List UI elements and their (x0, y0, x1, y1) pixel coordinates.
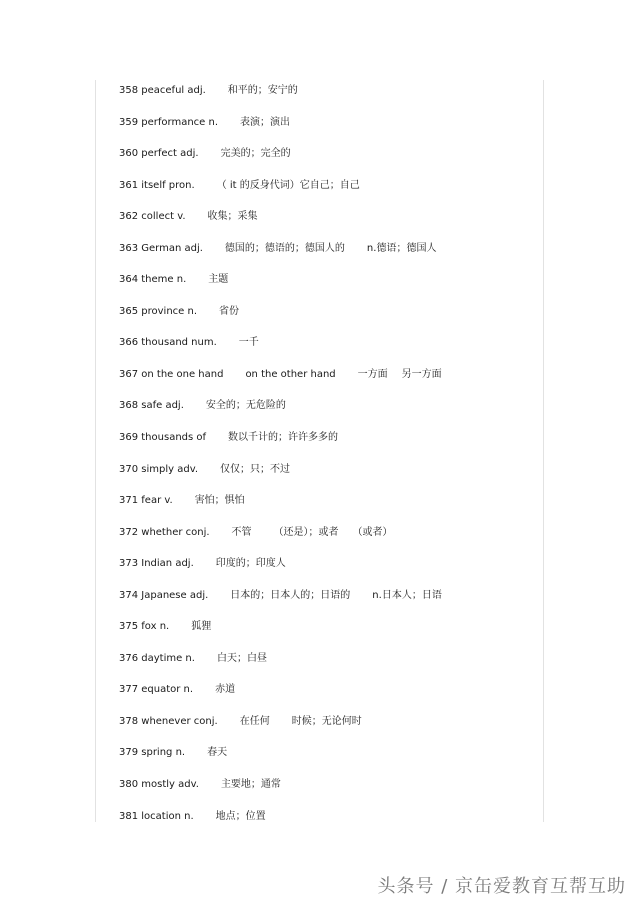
vocab-entry (119, 715, 539, 747)
vocab-definition: 印度的；印度人 (215, 558, 286, 570)
right-margin-rule (543, 80, 544, 822)
vocab-definition: （还是）；或者 (273, 526, 339, 538)
vocab-definition: 和平的；安宁的 (227, 85, 298, 96)
vocab-entry (119, 746, 539, 778)
vocab-term: 373 Indian adj. (119, 558, 194, 570)
vocab-definition: 不管 (231, 526, 252, 538)
vocab-definition: 日本的；日本人的；日语的 (230, 589, 351, 601)
vocab-entry (119, 368, 539, 400)
vocab-entry (119, 463, 539, 495)
vocab-entry (119, 179, 539, 211)
vocabulary-list (119, 84, 539, 841)
vocab-term: 362 collect v. (119, 211, 186, 223)
vocab-definition: 另一方面 (401, 368, 442, 380)
vocab-entry (119, 810, 539, 842)
vocab-definition: 时候；无论何时 (291, 715, 362, 727)
vocab-definition: 白天；白昼 (216, 652, 267, 664)
vocab-term: 374 Japanese adj. (119, 589, 209, 601)
vocab-definition: n.德语；德国人 (366, 242, 437, 254)
vocab-entry (119, 242, 539, 274)
vocab-term: 372 whether conj. (119, 526, 210, 538)
vocab-entry (119, 589, 539, 621)
left-margin-rule (95, 80, 96, 822)
vocab-term: 379 spring n. (119, 747, 186, 759)
vocab-definition: 在任何 (239, 715, 270, 727)
vocab-entry (119, 683, 539, 715)
vocab-definition: on the other hand (245, 368, 336, 380)
vocab-term: 370 simply adv. (119, 463, 199, 475)
vocab-definition: 收集；采集 (207, 211, 258, 223)
vocab-entry (119, 494, 539, 526)
vocab-term: 367 on the one hand (119, 368, 224, 380)
vocab-definition: 狐狸 (191, 621, 212, 633)
vocab-definition: 安全的；无危险的 (205, 400, 286, 412)
vocab-entry (119, 620, 539, 652)
vocab-entry (119, 652, 539, 684)
vocab-definition: 仅仅；只；不过 (220, 463, 291, 475)
vocab-term: 360 perfect adj. (119, 148, 199, 160)
vocab-term: 371 fear v. (119, 495, 173, 507)
vocab-term: 378 whenever conj. (119, 715, 218, 727)
vocab-entry (119, 557, 539, 589)
watermark-text: 头条号 / 京缶爱教育互帮互助 (377, 876, 626, 897)
vocab-definition: 省份 (219, 305, 240, 317)
vocab-entry (119, 526, 539, 558)
vocab-term: 364 theme n. (119, 274, 187, 286)
vocab-term: 369 thousands of (119, 432, 207, 444)
vocab-term: 365 province n. (119, 305, 198, 317)
vocab-definition: 数以千计的；许许多多的 (228, 432, 339, 444)
vocab-definition: 春天 (207, 747, 228, 759)
vocab-definition: n.日本人；日语 (372, 589, 442, 601)
vocab-definition: 赤道 (215, 684, 236, 696)
vocab-term: 376 daytime n. (119, 652, 195, 664)
vocab-term: 358 peaceful adj. (119, 85, 206, 96)
vocab-entry (119, 147, 539, 179)
vocab-definition: 害怕；惧怕 (194, 495, 245, 507)
vocab-definition: 主题 (208, 274, 229, 286)
vocab-term: 380 mostly adv. (119, 779, 199, 791)
vocab-term: 366 thousand num. (119, 337, 217, 349)
vocab-definition: （ it 的反身代词）它自己；自己 (216, 179, 360, 191)
vocab-entry (119, 116, 539, 148)
vocab-entry (119, 305, 539, 337)
vocab-term: 381 location n. (119, 810, 194, 822)
vocab-definition: 一千 (238, 337, 259, 349)
vocab-definition: 德国的；德语的；德国人的 (224, 242, 345, 254)
vocab-term: 368 safe adj. (119, 400, 184, 412)
vocab-term: 361 itself pron. (119, 179, 195, 191)
vocab-term: 375 fox n. (119, 621, 170, 633)
vocab-entry (119, 210, 539, 242)
vocab-term: 377 equator n. (119, 684, 194, 696)
vocab-entry (119, 336, 539, 368)
vocab-definition: 表演；演出 (240, 116, 291, 128)
vocab-entry (119, 399, 539, 431)
vocab-definition: 主要地；通常 (220, 779, 281, 791)
vocab-definition: 一方面 (357, 368, 388, 380)
vocab-term: 359 performance n. (119, 116, 219, 128)
vocab-entry (119, 431, 539, 463)
vocab-definition: 地点；位置 (215, 810, 266, 822)
vocab-entry (119, 778, 539, 810)
vocab-definition: 完美的；完全的 (220, 148, 291, 160)
vocab-entry (119, 273, 539, 305)
vocab-term: 363 German adj. (119, 242, 203, 254)
vocab-entry (119, 84, 539, 116)
vocab-definition: （或者） (352, 526, 393, 538)
